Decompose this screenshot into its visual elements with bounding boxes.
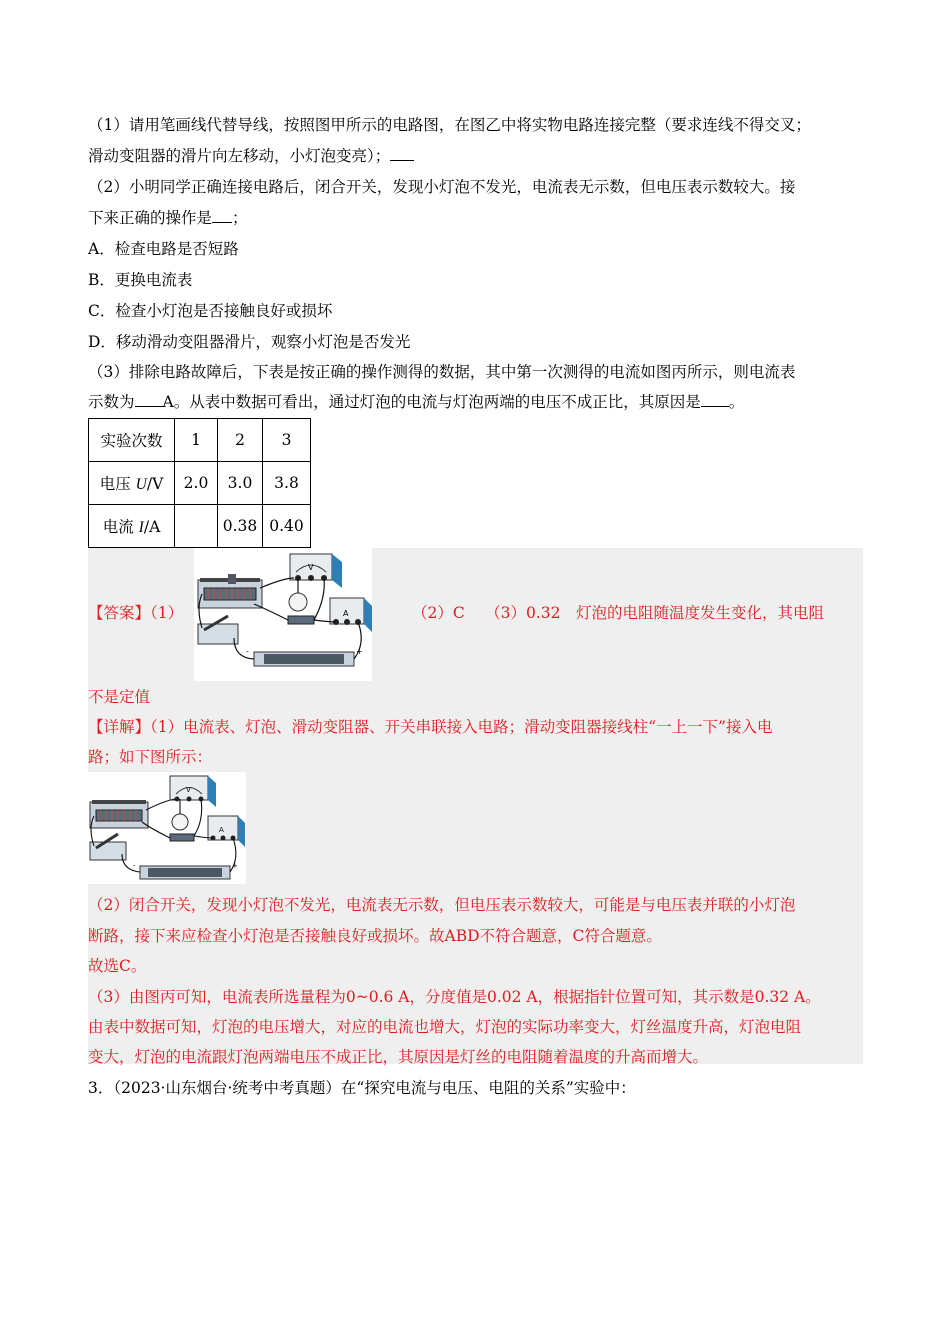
table-cell: 3.0 <box>218 462 263 505</box>
table-row <box>89 462 311 505</box>
table-cell: 2 <box>218 419 263 462</box>
answer-text: （2）C （3）0.32 灯泡的电阻随温度发生变化，其电阻 <box>412 604 825 622</box>
detail-p3-line2: 由表中数据可知，灯泡的电压增大，对应的电流也增大，灯泡的实际功率变大，灯丝温度升高，灯泡电阻 <box>88 1018 802 1036</box>
data-table <box>88 418 311 548</box>
minus-label: - <box>133 862 136 870</box>
table-cell: 3.8 <box>263 462 311 505</box>
next-question: 3．（2023·山东烟台·统考中考真题）在“探究电流与电压、电阻的关系”实验中： <box>88 1079 636 1097</box>
option-a: A．检查电路是否短路 <box>88 240 239 258</box>
voltmeter-label: V <box>186 786 191 794</box>
question-part1-line2: 滑动变阻器的滑片向左移动，小灯泡变亮）； <box>88 145 414 167</box>
answer-label: 【答案】（1） <box>88 604 184 622</box>
plus-label: + <box>356 647 363 656</box>
table-cell: 电压 U/V <box>89 462 175 505</box>
question-part2-line1: （2）小明同学正确连接电路后，闭合开关，发现小灯泡不发光，电流表无示数，但电压表示数较大。接 <box>88 178 796 196</box>
table-cell: 0.40 <box>263 505 311 548</box>
table-cell: 2.0 <box>175 462 218 505</box>
table-row <box>89 419 311 462</box>
table-row <box>89 505 311 548</box>
question-part3-line1: （3）排除电路故障后，下表是按正确的操作测得的数据，其中第一次测得的电流如图丙所示，则电流表 <box>88 363 796 381</box>
table-cell: 3 <box>263 419 311 462</box>
table-cell: 1 <box>175 419 218 462</box>
option-c: C．检查小灯泡是否接触良好或损坏 <box>88 302 333 320</box>
minus-label: - <box>246 647 249 656</box>
detail-p3-line3: 变大，灯泡的电流跟灯泡两端电压不成正比，其原因是灯丝的电阻随着温度的升高而增大。 <box>88 1048 709 1066</box>
question-part2-line2: 下来正确的操作是 ； <box>88 209 248 227</box>
option-d: D．移动滑动变阻器滑片，观察小灯泡是否发光 <box>88 333 411 351</box>
circuit-diagram-answer <box>194 548 372 671</box>
answer-line2: 不是定值 <box>88 688 151 706</box>
answer-blank <box>390 146 414 161</box>
answer-blank <box>701 392 729 407</box>
table-cell: 实验次数 <box>89 419 175 462</box>
detail-p2-line1: （2）闭合开关，发现小灯泡不发光，电流表无示数，但电压表示数较大，可能是与电压表并联的小灯泡 <box>88 896 796 914</box>
table-cell <box>175 505 218 548</box>
detail-p2-line3: 故选C。 <box>88 957 147 975</box>
plus-label: + <box>232 862 238 870</box>
detail-p3-line1: （3）由图丙可知，电流表所选量程为0~0.6 A，分度值是0.02 A，根据指针位置可知，其示数是0.32 A。 <box>88 988 821 1006</box>
table-cell: 0.38 <box>218 505 263 548</box>
answer-blank <box>212 208 232 223</box>
voltmeter-label: V <box>308 563 314 572</box>
answer-blank <box>135 392 163 407</box>
ammeter-label: A <box>343 609 349 618</box>
circuit-diagram-detail <box>88 772 246 884</box>
question-part1-line1: （1）请用笔画线代替导线，按照图甲所示的电路图，在图乙中将实物电路连接完整（要求连线不得交叉； <box>88 116 811 134</box>
detail-line2: 路；如下图所示： <box>88 748 213 766</box>
ammeter-label: A <box>219 826 224 834</box>
detail-line1: 【详解】（1）电流表、灯泡、滑动变阻器、开关串联接入电路；滑动变阻器接线柱“一上一下”接入电 <box>88 718 773 736</box>
table-cell: 电流 I/A <box>89 505 175 548</box>
detail-p2-line2: 断路，接下来应检查小灯泡是否接触良好或损坏。故ABD不符合题意，C符合题意。 <box>88 927 662 945</box>
question-part3-line2: 示数为 A。从表中数据可看出，通过灯泡的电流与灯泡两端的电压不成正比，其原因是 。 <box>88 393 745 411</box>
option-b: B．更换电流表 <box>88 271 193 289</box>
